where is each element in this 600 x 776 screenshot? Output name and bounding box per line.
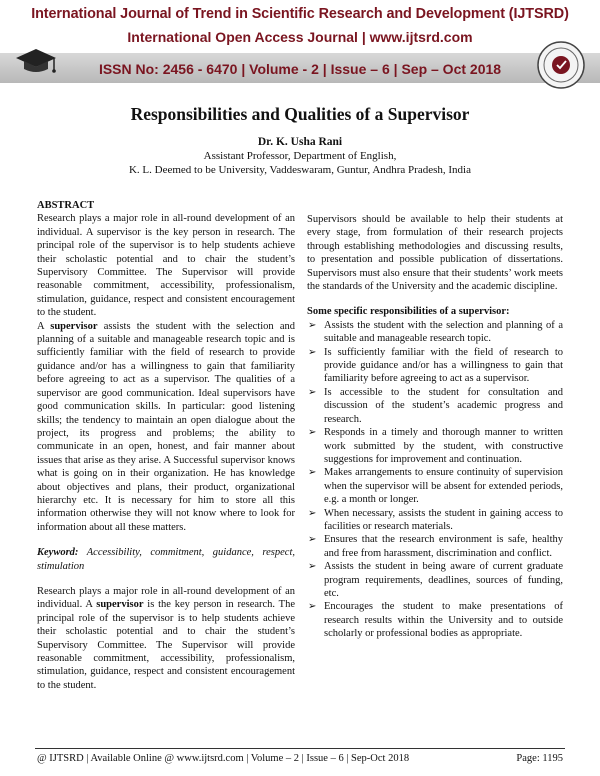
list-item: ➢ Is sufficiently familiar with the field of research to provide guidance and/or has a willingness to gain that familiarity before agreeing to act as a supervisor. xyxy=(308,346,563,385)
keywords-label: Keyword: xyxy=(37,547,79,559)
affiliation-line-2: K. L. Deemed to be University, Vaddeswaram, Guntur, Andhra Pradesh, India xyxy=(128,164,471,176)
supervisor-bold-2: supervisor xyxy=(96,599,144,611)
supervisor-bold: supervisor xyxy=(50,320,98,332)
page-number: Page: 1195 xyxy=(516,753,563,764)
ijtsrd-seal-icon xyxy=(536,40,586,90)
list-item: ➢ Responds in a timely and thorough manner to written work submitted by the student, with constructive suggestions for improvement and continuation. xyxy=(308,427,563,465)
arrow-bullet-icon: ➢ xyxy=(308,319,317,331)
abstract-paragraph-2: A supervisor assists the student with the selection and planning of a suitable and manageable research topic and is sufficiently familiar with the field of research to provide guidance and/or has a willingness to gain that familiarity before agreeing to act as a supervisor. The qualities of a supervisor are good communication. Ideal supervisors have good communication skills. In particular: good listening skills; the tendency to maintain an open dialogue about the project, its progress and problems; the ability to communicate in an open, honest, and fair manner about issues that arise as they arise. A Successful supervisor knows what is going on in their organization. He has knowledge about objectives and plans, their product, organizational hierarchy etc. It is necessary for him to store all this information otherwise they will not know where to look for information about all these matters. xyxy=(37,320,295,533)
body-paragraph-2: Supervisors should be available to help their students at every stage, from formulation of their research projects through establishing methodologies and discussing results, to presentation and possible publication of dissertations. Supervisors must also ensure that their students’ work meets the standards of the University and the academic discipline. xyxy=(307,214,563,293)
arrow-bullet-icon: ➢ xyxy=(308,346,317,358)
responsibilities-heading: Some specific responsibilities of a supervisor: xyxy=(307,306,510,318)
list-item: ➢ Encourages the student to make presentations of research results within the University and to outside scholarly or professional bodies as appropriate. xyxy=(308,601,563,640)
list-item: ➢ Ensures that the research environment is safe, healthy and free from harassment, discrimination and conflict. xyxy=(308,534,563,559)
list-item: ➢ Assists the student with the selection and planning of a suitable and manageable research topic. xyxy=(308,319,563,345)
arrow-bullet-icon: ➢ xyxy=(308,534,317,546)
arrow-bullet-icon: ➢ xyxy=(308,386,317,398)
list-item: ➢ Is accessible to the student for consultation and discussion of the student’s academic progress and research. xyxy=(308,386,563,425)
keywords-list: Accessibility, commitment, guidance, respect, stimulation xyxy=(37,547,295,572)
arrow-bullet-icon: ➢ xyxy=(308,507,317,519)
arrow-bullet-icon: ➢ xyxy=(308,601,317,613)
journal-name: International Journal of Trend in Scientific Research and Development (IJTSRD) xyxy=(31,6,569,22)
arrow-bullet-icon: ➢ xyxy=(308,561,317,573)
right-column xyxy=(307,213,563,641)
journal-header xyxy=(0,0,600,90)
issn-line: ISSN No: 2456 - 6470 | Volume - 2 | Issue – 6 | Sep – Oct 2018 xyxy=(98,61,502,77)
arrow-bullet-icon: ➢ xyxy=(308,467,317,479)
affiliation-line-1: Assistant Professor, Department of English, xyxy=(203,150,397,162)
list-item: ➢ When necessary, assists the student in gaining access to facilities or research materials. xyxy=(308,507,563,532)
list-item: ➢ Makes arrangements to ensure continuity of supervision when the supervisor will be absent for extended periods, e.g. a month or longer. xyxy=(308,467,563,506)
article-title: Responsibilities and Qualities of a Supervisor xyxy=(130,104,470,124)
author-name: Dr. K. Usha Rani xyxy=(257,136,343,148)
list-item: ➢ Assists the student in being aware of current graduate program requirements, deadlines, sources of funding, etc. xyxy=(308,561,563,599)
journal-subtitle: International Open Access Journal | www.ijtsrd.com xyxy=(127,29,473,45)
abstract-paragraph-1: Research plays a major role in all-round development of an individual. A supervisor is the key person in research. The principal role of the supervisor is to help students achieve their scholastic potential and to chair the student’s Supervisory Committee. The Supervisor will provide reasonable commitment, accessibility, professionalism, stimulation, guidance, respect and consistent encouragement to the student. xyxy=(37,213,295,319)
footer-divider xyxy=(35,748,565,749)
arrow-bullet-icon: ➢ xyxy=(308,427,317,439)
footer-citation: @ IJTSRD | Available Online @ www.ijtsrd.com | Volume – 2 | Issue – 6 | Sep-Oct 2018 xyxy=(37,753,410,764)
left-column xyxy=(37,199,295,692)
responsibilities-list xyxy=(307,319,563,641)
abstract-heading: ABSTRACT xyxy=(37,200,95,211)
keywords xyxy=(37,546,295,573)
body-paragraph-1: Research plays a major role in all-round development of an individual. A supervisor is the key person in research. The principal role of the supervisor is to help students achieve their scholastic potential and to chair the student’s Supervisory Committee. The Supervisor will provide reasonable commitment, accessibility, professionalism, stimulation, guidance, respect and consistent encouragement to the student. xyxy=(37,585,295,691)
